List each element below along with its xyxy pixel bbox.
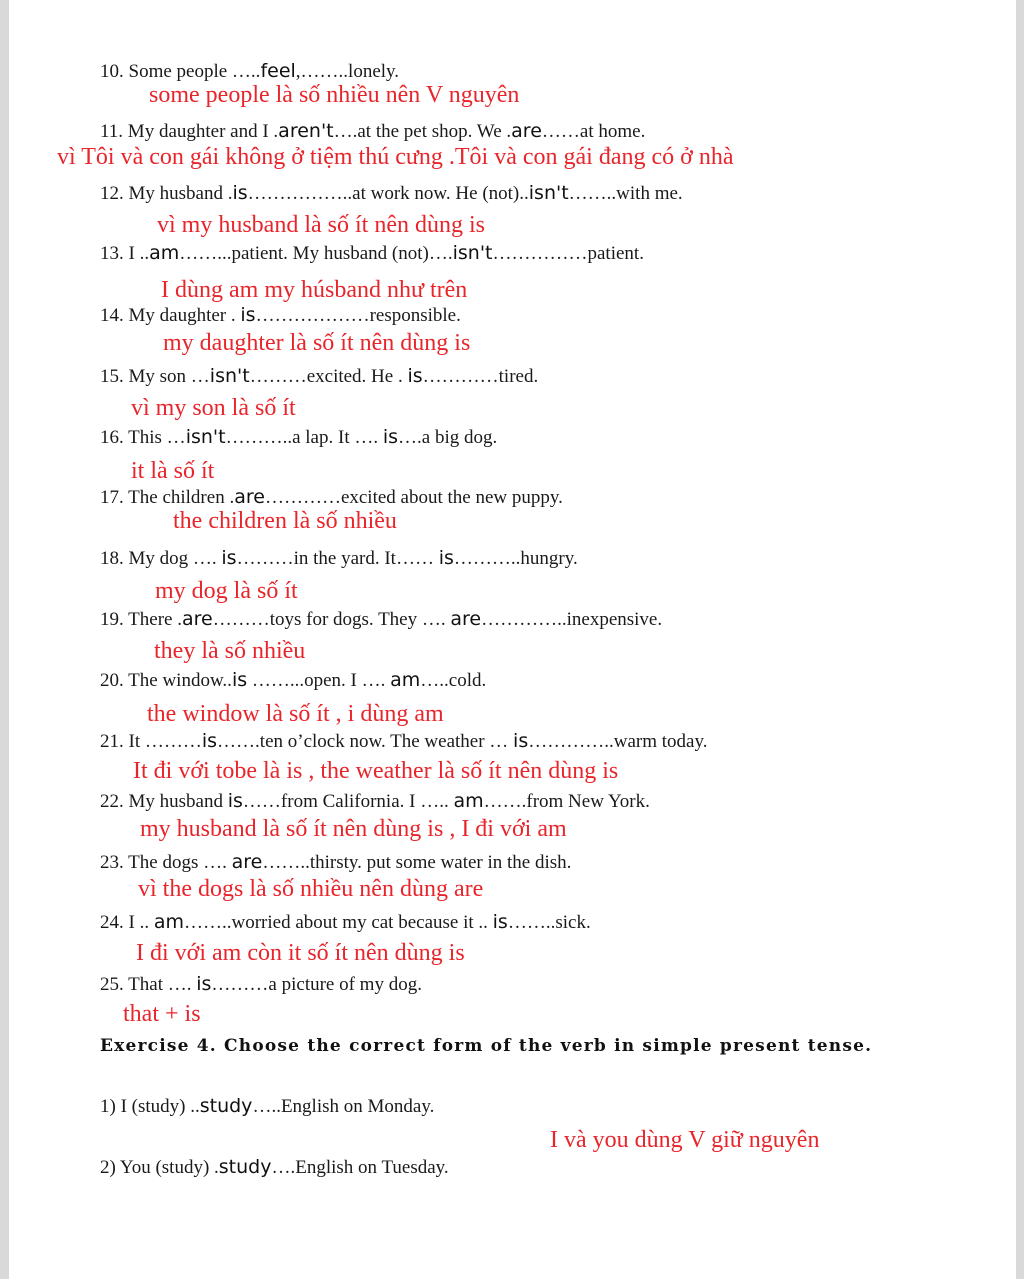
note-10: some people là số nhiều nên V nguyên bbox=[149, 82, 520, 108]
handwritten-answer: study bbox=[199, 1095, 253, 1117]
exercise-4-item-1 bbox=[100, 1095, 434, 1118]
handwritten-answer: are bbox=[181, 608, 213, 630]
note-14: my daughter là số ít nên dùng is bbox=[163, 330, 471, 356]
note-25: that + is bbox=[123, 1001, 201, 1027]
question-text: …………tired. bbox=[422, 366, 539, 387]
question-text: 16. This … bbox=[100, 427, 186, 448]
question-text: ………toys for dogs. They …. bbox=[212, 609, 451, 630]
question-text: 23. The dogs …. bbox=[100, 852, 232, 873]
question-text: 17. The children . bbox=[100, 487, 235, 508]
question-text: ………..a lap. It …. bbox=[225, 427, 383, 448]
question-23 bbox=[100, 851, 571, 874]
question-text: 11. My daughter and I . bbox=[100, 121, 279, 142]
question-25 bbox=[100, 973, 422, 996]
handwritten-answer: is bbox=[227, 790, 243, 812]
question-17 bbox=[100, 486, 563, 509]
question-text: 12. My husband . bbox=[100, 183, 233, 204]
question-text: …..cold. bbox=[420, 670, 487, 691]
question-text: …….from New York. bbox=[483, 791, 650, 812]
exercise-4-title: Exercise 4. Choose the correct form of the verb in simple present tense. bbox=[100, 1036, 873, 1056]
handwritten-answer: is bbox=[513, 730, 529, 752]
left-frame-border bbox=[0, 0, 9, 1279]
handwritten-answer: is bbox=[232, 182, 248, 204]
note-16: it là số ít bbox=[131, 458, 215, 484]
question-text: ………a picture of my dog. bbox=[211, 974, 422, 995]
question-text: ……..with me. bbox=[568, 183, 683, 204]
handwritten-answer: study bbox=[218, 1156, 272, 1178]
question-text: ……...open. I …. bbox=[247, 670, 391, 691]
handwritten-answer: is bbox=[382, 426, 399, 448]
question-20 bbox=[100, 669, 486, 692]
handwritten-answer: is bbox=[438, 547, 454, 569]
question-text: 20. The window.. bbox=[100, 670, 232, 691]
handwritten-answer: are bbox=[511, 120, 542, 142]
question-text: ….English on Tuesday. bbox=[271, 1157, 449, 1178]
note-15: vì my son là số ít bbox=[131, 395, 296, 421]
note-12: vì my husband là số ít nên dùng is bbox=[157, 212, 485, 238]
handwritten-answer: are bbox=[450, 608, 482, 630]
question-text: ………in the yard. It…… bbox=[236, 548, 439, 569]
question-text: …..English on Monday. bbox=[252, 1096, 435, 1117]
handwritten-answer: is bbox=[240, 304, 256, 326]
handwritten-answer: isn't bbox=[452, 242, 493, 264]
handwritten-answer: am bbox=[149, 242, 180, 264]
handwritten-answer: are bbox=[231, 851, 263, 873]
note-19: they là số nhiều bbox=[154, 638, 306, 664]
question-text: 14. My daughter . bbox=[100, 305, 241, 326]
handwritten-answer: feel bbox=[260, 60, 296, 82]
question-16 bbox=[100, 426, 497, 449]
handwritten-answer: is bbox=[231, 669, 248, 691]
note-11: vì Tôi và con gái không ở tiệm thú cưng .Tôi và con gái đang có ở nhà bbox=[57, 144, 734, 170]
question-21 bbox=[100, 730, 707, 753]
handwritten-answer: is bbox=[407, 365, 423, 387]
note-18: my dog là số ít bbox=[155, 578, 298, 604]
question-text: ………excited. He . bbox=[249, 366, 408, 387]
note-24: I đi với am còn it số ít nên dùng is bbox=[136, 940, 465, 966]
question-12 bbox=[100, 182, 683, 205]
question-13 bbox=[100, 242, 644, 265]
question-text: 1) I (study) .. bbox=[100, 1096, 200, 1117]
question-text: 15. My son … bbox=[100, 366, 210, 387]
question-text: ……..worried about my cat because it .. bbox=[183, 912, 493, 933]
handwritten-answer: isn't bbox=[185, 426, 226, 448]
question-text: 21. It ……… bbox=[100, 731, 202, 752]
question-text: ….at the pet shop. We . bbox=[333, 121, 512, 142]
question-text: …………..warm today. bbox=[528, 731, 708, 752]
exercise-4-note: I và you dùng V giữ nguyên bbox=[550, 1127, 820, 1153]
question-text: ,……..lonely. bbox=[295, 61, 400, 82]
handwritten-answer: am bbox=[390, 669, 421, 691]
right-frame-border bbox=[1016, 0, 1024, 1279]
question-text: 25. That …. bbox=[100, 974, 197, 995]
question-18 bbox=[100, 547, 578, 570]
question-text: ……..thirsty. put some water in the dish. bbox=[262, 852, 572, 873]
question-text: 24. I .. bbox=[100, 912, 154, 933]
note-23: vì the dogs là số nhiều nên dùng are bbox=[138, 876, 484, 902]
exercise-4-item-2 bbox=[100, 1156, 449, 1179]
question-text: ……………patient. bbox=[492, 243, 644, 264]
handwritten-answer: is bbox=[201, 730, 218, 752]
question-text: 2) You (study) . bbox=[100, 1157, 219, 1178]
question-24 bbox=[100, 911, 591, 934]
note-13: I dùng am my húsband như trên bbox=[161, 277, 468, 303]
question-text: 10. Some people ….. bbox=[100, 61, 261, 82]
question-text: …….ten o’clock now. The weather … bbox=[217, 731, 514, 752]
question-text: ….a big dog. bbox=[398, 427, 498, 448]
question-11 bbox=[100, 120, 645, 143]
note-21: It đi với tobe là is , the weather là số ít nên dùng is bbox=[133, 758, 619, 784]
question-text: ……...patient. My husband (not)…. bbox=[179, 243, 453, 264]
note-17: the children là số nhiều bbox=[173, 508, 397, 534]
question-22 bbox=[100, 790, 650, 813]
question-15 bbox=[100, 365, 538, 388]
handwritten-answer: are bbox=[234, 486, 265, 508]
handwritten-answer: is bbox=[196, 973, 212, 995]
question-text: 19. There . bbox=[100, 609, 182, 630]
question-text: 22. My husband bbox=[100, 791, 228, 812]
handwritten-answer: isn't bbox=[528, 182, 569, 204]
question-text: 13. I .. bbox=[100, 243, 150, 264]
handwritten-answer: is bbox=[492, 911, 508, 933]
question-text: ……at home. bbox=[541, 121, 646, 142]
question-14 bbox=[100, 304, 461, 327]
question-text: 18. My dog …. bbox=[100, 548, 222, 569]
handwritten-answer: aren't bbox=[278, 120, 334, 142]
question-text: ……………..at work now. He (not).. bbox=[247, 183, 529, 204]
question-text: ………………responsible. bbox=[255, 305, 461, 326]
question-text: ………..hungry. bbox=[453, 548, 578, 569]
worksheet-page bbox=[9, 0, 1016, 1279]
handwritten-answer: am bbox=[153, 911, 184, 933]
note-22: my husband là số ít nên dùng is , I đi với am bbox=[140, 816, 567, 842]
handwritten-answer: isn't bbox=[209, 365, 250, 387]
question-text: ……from California. I ….. bbox=[242, 791, 454, 812]
question-text: ……..sick. bbox=[507, 912, 591, 933]
note-20: the window là số ít , i dùng am bbox=[147, 701, 444, 727]
handwritten-answer: is bbox=[221, 547, 237, 569]
question-text: …………excited about the new puppy. bbox=[264, 487, 563, 508]
question-10 bbox=[100, 60, 399, 83]
handwritten-answer: am bbox=[453, 790, 484, 812]
question-19 bbox=[100, 608, 662, 631]
question-text: …………..inexpensive. bbox=[481, 609, 663, 630]
